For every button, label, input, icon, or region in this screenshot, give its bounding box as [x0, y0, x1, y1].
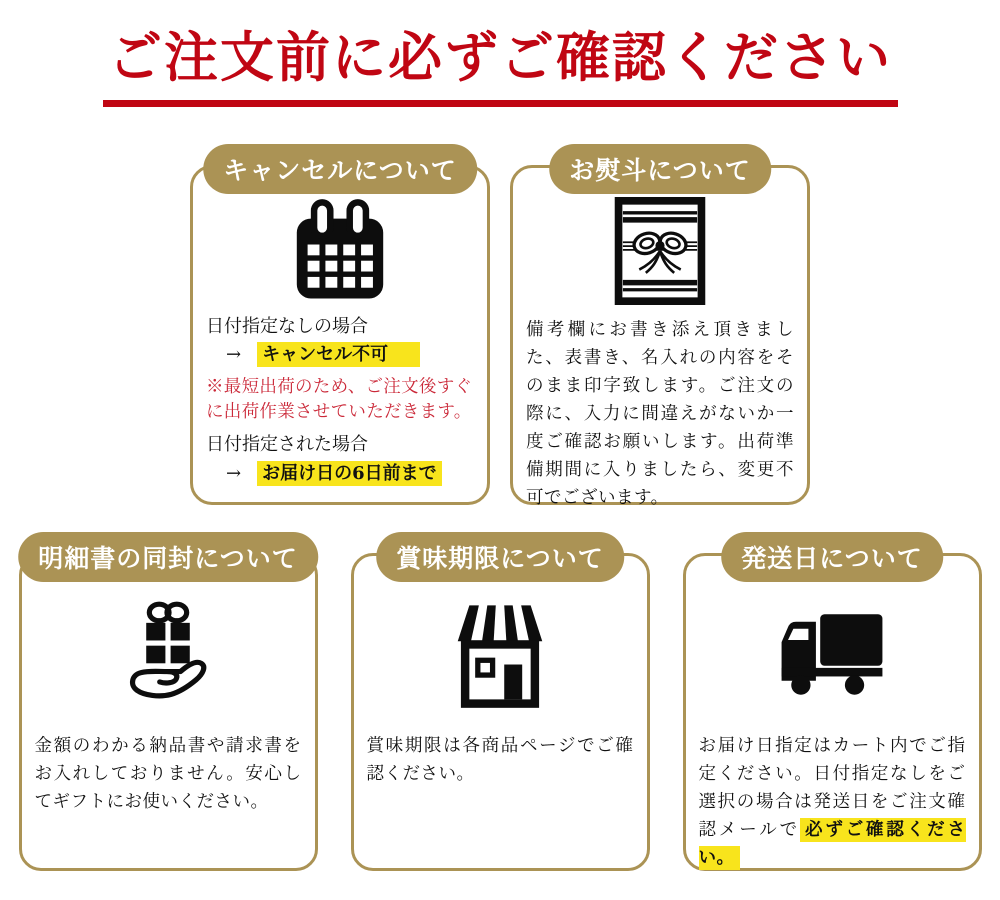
bottom-row: [0, 543, 1000, 871]
case-result-line: [206, 341, 474, 368]
top-row: [0, 155, 1000, 508]
red-note: ※最短出荷のため、ご注文後すぐに出荷作業させていただきます。: [206, 376, 473, 423]
case-label: 日付指定なしの場合: [206, 315, 368, 337]
highlight-text: お届け日の6日前まで: [257, 461, 442, 486]
case-result-line: [206, 460, 474, 487]
card-body: 金額のわかる納品書や請求書をお入れしておりません。安心してギフトにお使いください。: [34, 735, 302, 812]
page-title: ご注文前に必ずご確認ください: [108, 25, 892, 89]
body-plain-text: お届け日指定はカート内でご指定ください。日付指定なしをご選択の場合は発送日をご注文確認メールで: [698, 735, 966, 840]
storefront-icon: [447, 599, 553, 711]
calendar-icon: [286, 197, 394, 305]
card-body: 備考欄にお書き添え頂きました、表書き、名入れの内容をそのまま印字致します。ご注文の際に、入力に間違えがないか一度ご確認お願いします。出荷準備期間に入りましたら、変更不可でございます。: [526, 319, 794, 508]
card-expiration: [351, 543, 650, 871]
highlight-text: キャンセル不可: [257, 342, 420, 367]
card-invoice: [19, 543, 318, 871]
delivery-truck-icon: [773, 605, 891, 705]
card-cancellation: [190, 155, 490, 505]
card-body: 賞味期限は各商品ページでご確認ください。: [366, 735, 634, 784]
card-body: [699, 732, 966, 872]
arrow-icon: →: [226, 462, 242, 484]
title-underline: [103, 100, 898, 107]
arrow-icon: →: [226, 343, 242, 365]
gift-in-hand-icon: [116, 599, 220, 711]
card-header: 明細書の同封について: [18, 532, 318, 582]
card-header: 発送日について: [721, 532, 943, 582]
card-header: キャンセルについて: [203, 144, 477, 194]
card-noshi: [510, 155, 810, 508]
noshi-gift-icon: [612, 196, 708, 306]
card-header: 賞味期限について: [376, 532, 624, 582]
case-label: 日付指定された場合: [206, 434, 368, 456]
card-shipping: [683, 543, 982, 871]
highlight-text: 必ずご確認ください。: [698, 819, 966, 868]
card-header: お熨斗について: [549, 144, 771, 194]
